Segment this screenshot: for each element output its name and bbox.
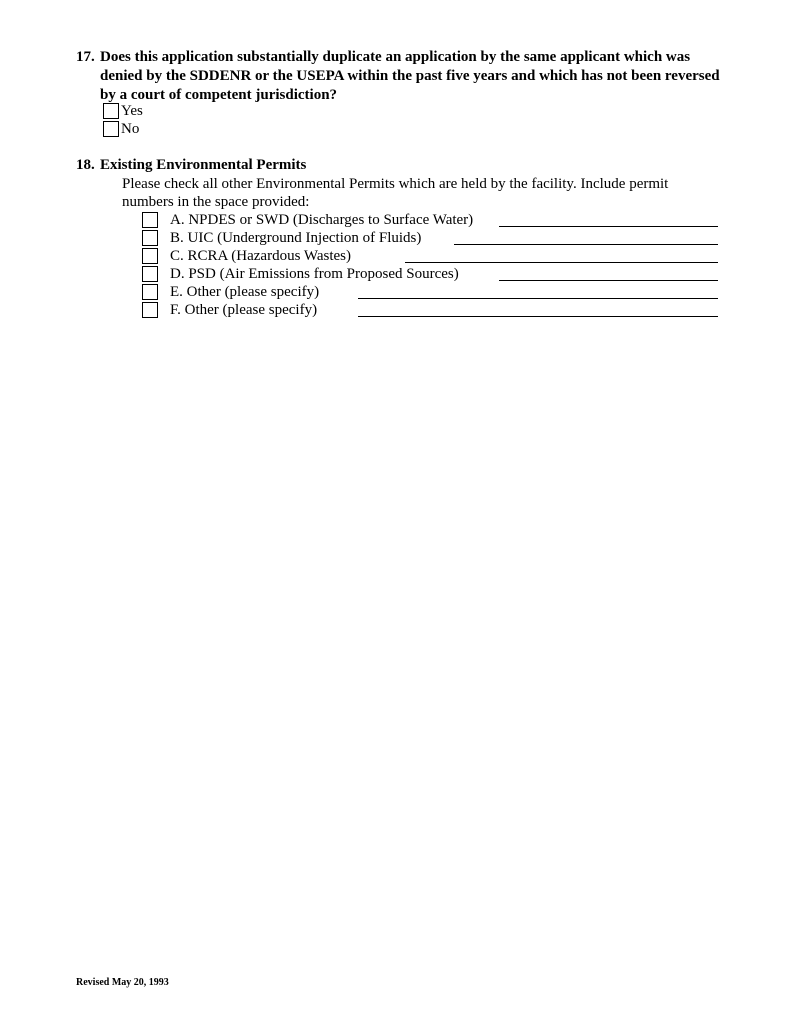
permit-e-checkbox[interactable] — [142, 284, 158, 300]
permit-row-a — [142, 211, 722, 229]
question-17-number: 17. — [76, 49, 95, 65]
q17-no-label: No — [121, 121, 140, 137]
question-17-text: Does this application substantially duplicate an application by the same applicant which was denied by the SDDENR or the USEPA within the past five years and which has not been reversed by a court of competent jurisdiction? — [100, 49, 720, 103]
permit-a-label: A. NPDES or SWD (Discharges to Surface Water) — [170, 212, 474, 228]
permit-a-checkbox[interactable] — [142, 212, 158, 228]
permit-row-e — [142, 283, 722, 301]
permit-c-label: C. RCRA (Hazardous Wastes) — [170, 248, 351, 264]
revised-date: Revised May 20, 1993 — [76, 977, 169, 988]
question-17 — [76, 48, 726, 105]
permit-d-checkbox[interactable] — [142, 266, 158, 282]
question-18-title: Existing Environmental Permits — [100, 157, 307, 173]
permit-b-number-field[interactable] — [454, 244, 718, 245]
permit-row-d — [142, 265, 722, 283]
permit-b-checkbox[interactable] — [142, 230, 158, 246]
question-18-intro: Please check all other Environmental Permits which are held by the facility. Include permit numbers in the space provided: — [122, 176, 669, 210]
permit-f-label: F. Other (please specify) — [170, 302, 318, 318]
permit-f-checkbox[interactable] — [142, 302, 158, 318]
question-18 — [76, 156, 726, 175]
q17-yes-checkbox[interactable] — [103, 103, 119, 119]
permit-d-label: D. PSD (Air Emissions from Proposed Sources) — [170, 266, 459, 282]
permit-b-label: B. UIC (Underground Injection of Fluids) — [170, 230, 422, 246]
q17-yes-label: Yes — [121, 103, 143, 119]
permit-e-label: E. Other (please specify) — [170, 284, 320, 300]
permit-d-number-field[interactable] — [499, 280, 718, 281]
permit-row-c — [142, 247, 722, 265]
permit-c-number-field[interactable] — [405, 262, 718, 263]
permit-a-number-field[interactable] — [499, 226, 718, 227]
permit-f-number-field[interactable] — [358, 316, 718, 317]
permit-row-f — [142, 301, 722, 319]
permit-c-checkbox[interactable] — [142, 248, 158, 264]
permit-row-b — [142, 229, 722, 247]
permit-e-number-field[interactable] — [358, 298, 718, 299]
question-18-number: 18. — [76, 157, 95, 173]
q17-no-checkbox[interactable] — [103, 121, 119, 137]
